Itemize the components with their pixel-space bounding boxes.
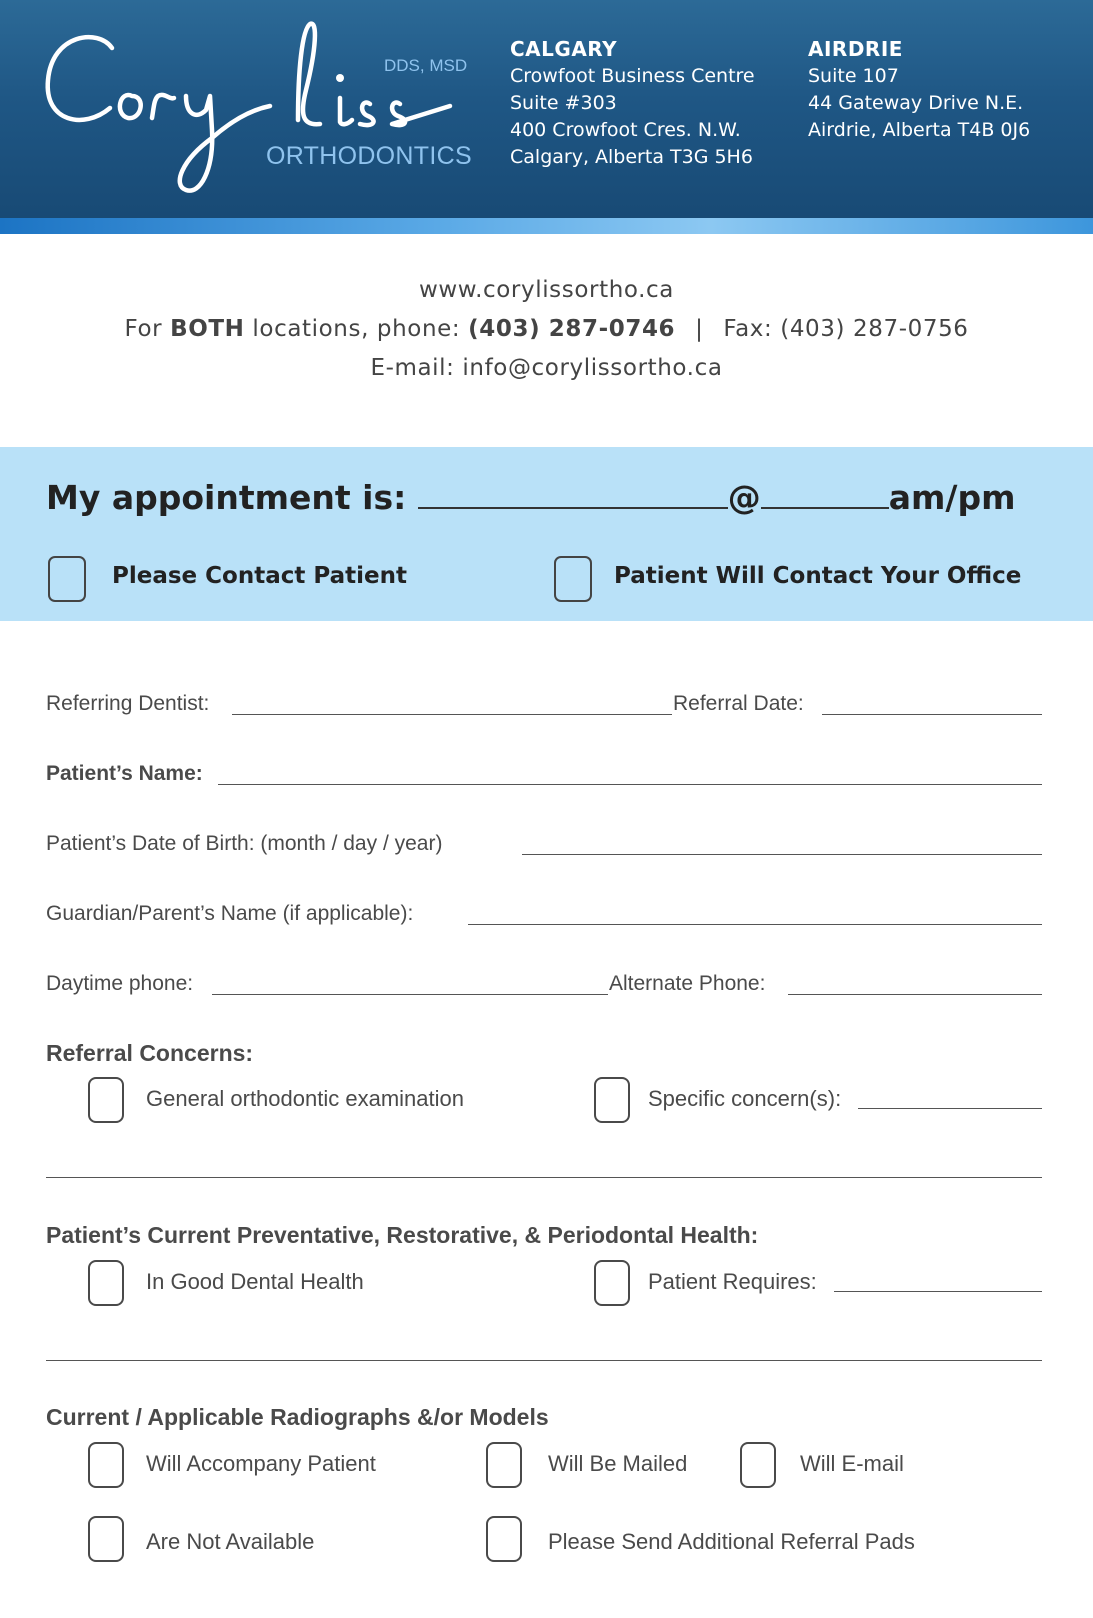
dob-label: Patient’s Date of Birth: (month / day / year)	[46, 832, 443, 855]
appointment-line	[46, 478, 1016, 517]
alternate-phone-label: Alternate Phone:	[609, 972, 766, 995]
specific-concern-field[interactable]	[858, 1108, 1042, 1109]
send-pads-label: Please Send Additional Referral Pads	[548, 1529, 915, 1554]
calgary-line4: Calgary, Alberta T3G 5H6	[510, 146, 753, 168]
logo-script-icon	[40, 10, 480, 205]
calgary-line1: Crowfoot Business Centre	[510, 65, 755, 87]
phone-line	[0, 316, 1093, 342]
health-extra-line[interactable]	[46, 1360, 1042, 1361]
phone-prefix: For	[124, 316, 171, 342]
calgary-line2: Suite #303	[510, 92, 617, 114]
fax-number: Fax: (403) 287-0756	[723, 316, 969, 342]
airdrie-city: AIRDRIE	[808, 37, 903, 61]
patient-requires-checkbox[interactable]	[594, 1260, 630, 1306]
patient-requires-field[interactable]	[834, 1291, 1042, 1292]
logo-subtitle: ORTHODONTICS	[266, 142, 472, 170]
good-health-label: In Good Dental Health	[146, 1269, 364, 1294]
send-pads-checkbox[interactable]	[486, 1516, 522, 1562]
radiographs-title: Current / Applicable Radiographs &/or Models	[46, 1404, 549, 1430]
referral-date-label: Referral Date:	[673, 692, 804, 715]
general-exam-label: General orthodontic examination	[146, 1086, 464, 1111]
specific-concern-checkbox[interactable]	[594, 1077, 630, 1123]
appointment-at: @	[727, 478, 761, 517]
accompany-checkbox[interactable]	[88, 1442, 124, 1488]
phone-label: locations, phone:	[244, 316, 469, 342]
airdrie-line3: Airdrie, Alberta T4B 0J6	[808, 119, 1031, 141]
mailed-label: Will Be Mailed	[548, 1451, 688, 1476]
appointment-time-field[interactable]	[761, 479, 889, 509]
daytime-phone-label: Daytime phone:	[46, 972, 194, 995]
header-banner	[0, 0, 1093, 218]
health-title: Patient’s Current Preventative, Restorative, & Periodontal Health:	[46, 1222, 759, 1248]
patient-contacts-checkbox[interactable]	[554, 556, 592, 602]
alternate-phone-field[interactable]	[788, 994, 1042, 995]
email-line: E-mail: info@corylissortho.ca	[370, 355, 723, 381]
good-health-checkbox[interactable]	[88, 1260, 124, 1306]
appointment-label: My appointment is:	[46, 478, 407, 517]
logo-credentials: DDS, MSD	[384, 56, 468, 75]
patient-name-label: Patient’s Name:	[46, 762, 203, 785]
email-checkbox[interactable]	[740, 1442, 776, 1488]
header-stripe	[0, 218, 1093, 234]
mailed-checkbox[interactable]	[486, 1442, 522, 1488]
appointment-band	[0, 447, 1093, 621]
airdrie-line1: Suite 107	[808, 65, 899, 87]
guardian-label: Guardian/Parent’s Name (if applicable):	[46, 902, 414, 925]
referring-dentist-label: Referring Dentist:	[46, 692, 210, 715]
contact-separator: |	[695, 316, 704, 342]
appointment-ampm: am/pm	[888, 478, 1016, 517]
referral-date-field[interactable]	[822, 714, 1042, 715]
specific-concern-label: Specific concern(s):	[648, 1086, 842, 1111]
contact-patient-checkbox[interactable]	[48, 556, 86, 602]
not-available-label: Are Not Available	[146, 1529, 315, 1554]
patient-name-field[interactable]	[218, 784, 1042, 785]
patient-contacts-label: Patient Will Contact Your Office	[614, 563, 1022, 589]
concerns-extra-line[interactable]	[46, 1177, 1042, 1178]
airdrie-address	[808, 36, 1030, 144]
referral-concerns-title: Referral Concerns:	[46, 1040, 254, 1066]
email-label: Will E-mail	[800, 1451, 904, 1476]
phone-number: (403) 287-0746	[468, 316, 676, 342]
accompany-label: Will Accompany Patient	[146, 1451, 376, 1476]
airdrie-line2: 44 Gateway Drive N.E.	[808, 92, 1024, 114]
dob-field[interactable]	[522, 854, 1042, 855]
website-link[interactable]: www.corylissortho.ca	[418, 277, 674, 303]
daytime-phone-field[interactable]	[212, 994, 608, 995]
referring-dentist-field[interactable]	[232, 714, 672, 715]
calgary-city: CALGARY	[510, 37, 618, 61]
not-available-checkbox[interactable]	[88, 1516, 124, 1562]
calgary-line3: 400 Crowfoot Cres. N.W.	[510, 119, 741, 141]
contact-patient-label: Please Contact Patient	[112, 563, 407, 589]
patient-requires-label: Patient Requires:	[648, 1269, 817, 1294]
phone-both: BOTH	[170, 316, 245, 342]
calgary-address	[510, 36, 755, 171]
appointment-date-field[interactable]	[418, 479, 728, 509]
general-exam-checkbox[interactable]	[88, 1077, 124, 1123]
guardian-field[interactable]	[468, 924, 1042, 925]
